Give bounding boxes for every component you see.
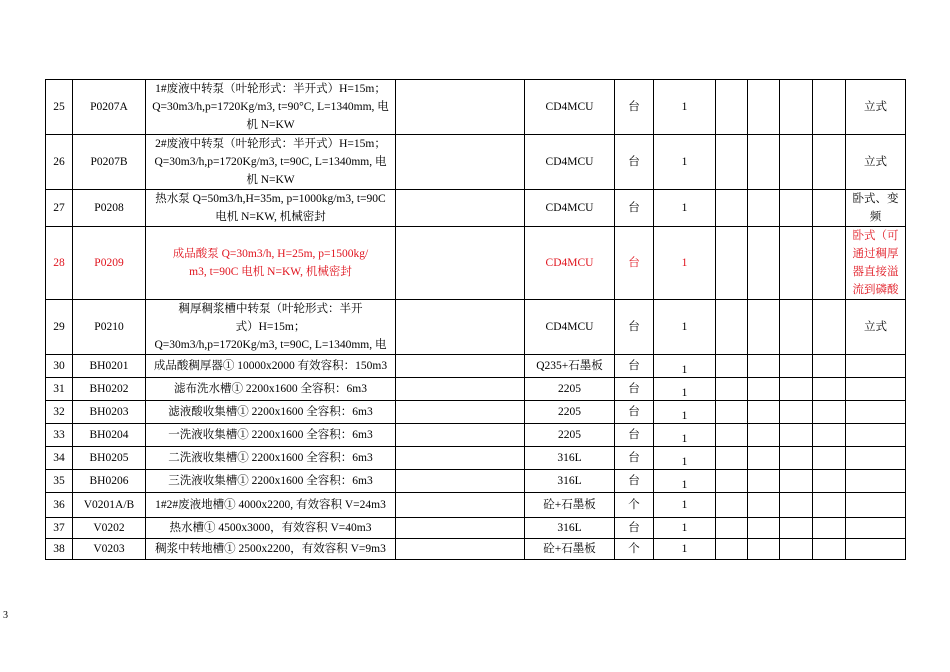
remark (846, 539, 906, 560)
unit: 个 (615, 539, 654, 560)
blank-cell (396, 300, 525, 355)
material: CD4MCU (525, 80, 615, 135)
blank-cell (780, 378, 813, 401)
remark (846, 80, 906, 135)
remark (846, 424, 906, 447)
equipment-code: BH0201 (73, 355, 146, 378)
blank-cell (780, 355, 813, 378)
unit: 台 (615, 424, 654, 447)
equipment-code: BH0205 (73, 447, 146, 470)
quantity: 1 (654, 80, 716, 135)
blank-cell (748, 470, 780, 493)
row-number: 33 (46, 424, 73, 447)
table-row (46, 493, 906, 518)
row-number: 37 (46, 518, 73, 539)
blank-cell (813, 518, 846, 539)
blank-cell (396, 424, 525, 447)
description-line: 1#2#废液地槽① 4000x2200, 有效容积 V=24m3 (155, 499, 386, 511)
blank-cell (396, 135, 525, 190)
quantity: 1 (654, 424, 716, 447)
quantity: 1 (654, 539, 716, 560)
material: CD4MCU (525, 135, 615, 190)
table-row (46, 401, 906, 424)
table-row (46, 300, 906, 355)
page-number: 3 (3, 610, 8, 621)
material: 316L (525, 518, 615, 539)
remark (846, 190, 906, 227)
blank-cell (748, 355, 780, 378)
blank-cell (716, 424, 748, 447)
row-number: 26 (46, 135, 73, 190)
equipment-code: BH0202 (73, 378, 146, 401)
row-number: 31 (46, 378, 73, 401)
row-number: 36 (46, 493, 73, 518)
blank-cell (396, 80, 525, 135)
blank-cell (716, 470, 748, 493)
remark (846, 227, 906, 300)
table-row (46, 518, 906, 539)
description-line: 电机 N=KW, 机械密封 (215, 211, 326, 223)
unit: 个 (615, 493, 654, 518)
quantity: 1 (654, 493, 716, 518)
row-number: 25 (46, 80, 73, 135)
description-line: 二洗液收集槽① 2200x1600 全容积：6m3 (168, 452, 373, 464)
material: 砼+石墨板 (525, 493, 615, 518)
blank-cell (716, 493, 748, 518)
remark (846, 135, 906, 190)
blank-cell (813, 135, 846, 190)
blank-cell (780, 80, 813, 135)
table-row (46, 447, 906, 470)
blank-cell (813, 424, 846, 447)
row-number: 27 (46, 190, 73, 227)
description-line: Q=30m3/h,p=1720Kg/m3, t=90C, L=1340mm, 电 (154, 156, 387, 168)
blank-cell (813, 401, 846, 424)
blank-cell (813, 378, 846, 401)
remark-line: 通过稠厚 (852, 248, 899, 260)
unit: 台 (615, 190, 654, 227)
material: CD4MCU (525, 227, 615, 300)
table-row (46, 135, 906, 190)
row-number: 32 (46, 401, 73, 424)
blank-cell (396, 378, 525, 401)
equipment-description (146, 493, 396, 518)
material: 316L (525, 470, 615, 493)
material: 2205 (525, 378, 615, 401)
material: CD4MCU (525, 300, 615, 355)
quantity: 1 (654, 190, 716, 227)
quantity: 1 (654, 447, 716, 470)
equipment-description (146, 470, 396, 493)
quantity: 1 (654, 227, 716, 300)
quantity: 1 (654, 135, 716, 190)
description-line: 滤布洗水槽① 2200x1600 全容积：6m3 (174, 383, 367, 395)
unit: 台 (615, 355, 654, 378)
blank-cell (748, 190, 780, 227)
quantity: 1 (654, 401, 716, 424)
remark-line: 卧式、变 (852, 193, 899, 205)
blank-cell (813, 470, 846, 493)
quantity: 1 (654, 470, 716, 493)
unit: 台 (615, 401, 654, 424)
equipment-description (146, 539, 396, 560)
description-line: Q=30m3/h,p=1720Kg/m3, t=90C, L=1340mm, 电 (154, 339, 387, 351)
table-row (46, 378, 906, 401)
blank-cell (716, 135, 748, 190)
blank-cell (748, 539, 780, 560)
table-row (46, 355, 906, 378)
blank-cell (813, 447, 846, 470)
blank-cell (716, 80, 748, 135)
equipment-description (146, 447, 396, 470)
equipment-description (146, 518, 396, 539)
equipment-code: P0209 (73, 227, 146, 300)
description-line: 稠厚稠浆槽中转泵（叶轮形式：半开 (178, 303, 363, 315)
material: CD4MCU (525, 190, 615, 227)
description-line: 机 N=KW (246, 174, 295, 186)
equipment-code: V0201A/B (73, 493, 146, 518)
blank-cell (716, 401, 748, 424)
description-line: 三洗液收集槽① 2200x1600 全容积：6m3 (168, 475, 373, 487)
blank-cell (716, 518, 748, 539)
equipment-description (146, 378, 396, 401)
remark (846, 447, 906, 470)
equipment-description (146, 80, 396, 135)
table-row (46, 80, 906, 135)
blank-cell (748, 378, 780, 401)
quantity: 1 (654, 355, 716, 378)
unit: 台 (615, 378, 654, 401)
row-number: 28 (46, 227, 73, 300)
blank-cell (748, 135, 780, 190)
blank-cell (780, 424, 813, 447)
remark-line: 频 (869, 211, 882, 223)
blank-cell (748, 401, 780, 424)
blank-cell (780, 539, 813, 560)
remark-line: 立式 (864, 156, 887, 168)
row-number: 30 (46, 355, 73, 378)
row-number: 38 (46, 539, 73, 560)
blank-cell (748, 447, 780, 470)
equipment-description (146, 300, 396, 355)
blank-cell (813, 190, 846, 227)
equipment-description (146, 355, 396, 378)
blank-cell (396, 190, 525, 227)
blank-cell (396, 518, 525, 539)
unit: 台 (615, 227, 654, 300)
description-line: Q=30m3/h,p=1720Kg/m3, t=90°C, L=1340mm, 电 (152, 101, 389, 113)
blank-cell (780, 470, 813, 493)
blank-cell (748, 300, 780, 355)
equipment-description (146, 424, 396, 447)
blank-cell (396, 470, 525, 493)
unit: 台 (615, 80, 654, 135)
description-line: 成品酸泵 Q=30m3/h, H=25m, p=1500kg/ (172, 248, 369, 260)
unit: 台 (615, 135, 654, 190)
blank-cell (780, 447, 813, 470)
description-line: 热水泵 Q=50m3/h,H=35m, p=1000kg/m3, t=90C (155, 193, 386, 205)
remark (846, 378, 906, 401)
description-line: 机 N=KW (246, 119, 295, 131)
material: 2205 (525, 401, 615, 424)
equipment-code: BH0203 (73, 401, 146, 424)
equipment-code: P0207B (73, 135, 146, 190)
description-line: 1#废液中转泵（叶轮形式：半开式）H=15m； (155, 83, 386, 95)
equipment-description (146, 401, 396, 424)
table-row (46, 470, 906, 493)
blank-cell (396, 447, 525, 470)
equipment-code: V0202 (73, 518, 146, 539)
equipment-code: BH0204 (73, 424, 146, 447)
blank-cell (716, 227, 748, 300)
quantity: 1 (654, 300, 716, 355)
quantity: 1 (654, 378, 716, 401)
remark (846, 300, 906, 355)
blank-cell (813, 539, 846, 560)
table-row (46, 424, 906, 447)
blank-cell (748, 493, 780, 518)
blank-cell (780, 227, 813, 300)
unit: 台 (615, 470, 654, 493)
equipment-table (45, 79, 906, 560)
blank-cell (780, 401, 813, 424)
description-line: m3, t=90C 电机 N=KW, 机械密封 (189, 266, 352, 278)
blank-cell (716, 378, 748, 401)
remark-line: 器直接溢 (852, 266, 899, 278)
row-number: 35 (46, 470, 73, 493)
description-line: 2#废液中转泵（叶轮形式：半开式）H=15m； (155, 138, 386, 150)
remark (846, 470, 906, 493)
description-line: 稠浆中转地槽① 2500x2200，有效容积 V=9m3 (155, 543, 386, 555)
equipment-code: P0210 (73, 300, 146, 355)
row-number: 29 (46, 300, 73, 355)
remark-line: 流到磷酸 (852, 284, 899, 296)
blank-cell (396, 227, 525, 300)
table-row (46, 227, 906, 300)
blank-cell (748, 424, 780, 447)
blank-cell (716, 300, 748, 355)
description-line: 式）H=15m； (235, 321, 306, 333)
blank-cell (780, 518, 813, 539)
blank-cell (780, 493, 813, 518)
blank-cell (813, 493, 846, 518)
equipment-description (146, 135, 396, 190)
equipment-code: BH0206 (73, 470, 146, 493)
remark-line: 卧式（可 (852, 230, 899, 242)
material: Q235+石墨板 (525, 355, 615, 378)
equipment-code: P0208 (73, 190, 146, 227)
description-line: 滤液酸收集槽① 2200x1600 全容积：6m3 (168, 406, 373, 418)
equipment-code: V0203 (73, 539, 146, 560)
material: 316L (525, 447, 615, 470)
blank-cell (396, 401, 525, 424)
remark (846, 518, 906, 539)
blank-cell (716, 355, 748, 378)
blank-cell (780, 135, 813, 190)
remark-line: 立式 (864, 321, 887, 333)
unit: 台 (615, 300, 654, 355)
blank-cell (748, 80, 780, 135)
equipment-rows (46, 80, 906, 560)
table-row (46, 190, 906, 227)
description-line: 成品酸稠厚器① 10000x2000 有效容积：150m3 (153, 360, 388, 372)
blank-cell (813, 300, 846, 355)
material: 2205 (525, 424, 615, 447)
blank-cell (748, 518, 780, 539)
blank-cell (748, 227, 780, 300)
unit: 台 (615, 518, 654, 539)
remark (846, 355, 906, 378)
blank-cell (396, 539, 525, 560)
table-row (46, 539, 906, 560)
equipment-description (146, 190, 396, 227)
blank-cell (716, 190, 748, 227)
blank-cell (396, 355, 525, 378)
quantity: 1 (654, 518, 716, 539)
blank-cell (716, 447, 748, 470)
remark-line: 立式 (864, 101, 887, 113)
description-line: 热水槽① 4500x3000，有效容积 V=40m3 (169, 522, 372, 534)
equipment-code: P0207A (73, 80, 146, 135)
blank-cell (813, 227, 846, 300)
equipment-description (146, 227, 396, 300)
blank-cell (813, 80, 846, 135)
row-number: 34 (46, 447, 73, 470)
blank-cell (813, 355, 846, 378)
remark (846, 401, 906, 424)
blank-cell (396, 493, 525, 518)
blank-cell (780, 190, 813, 227)
description-line: 一洗液收集槽① 2200x1600 全容积：6m3 (168, 429, 373, 441)
remark (846, 493, 906, 518)
material: 砼+石墨板 (525, 539, 615, 560)
blank-cell (780, 300, 813, 355)
blank-cell (716, 539, 748, 560)
unit: 台 (615, 447, 654, 470)
